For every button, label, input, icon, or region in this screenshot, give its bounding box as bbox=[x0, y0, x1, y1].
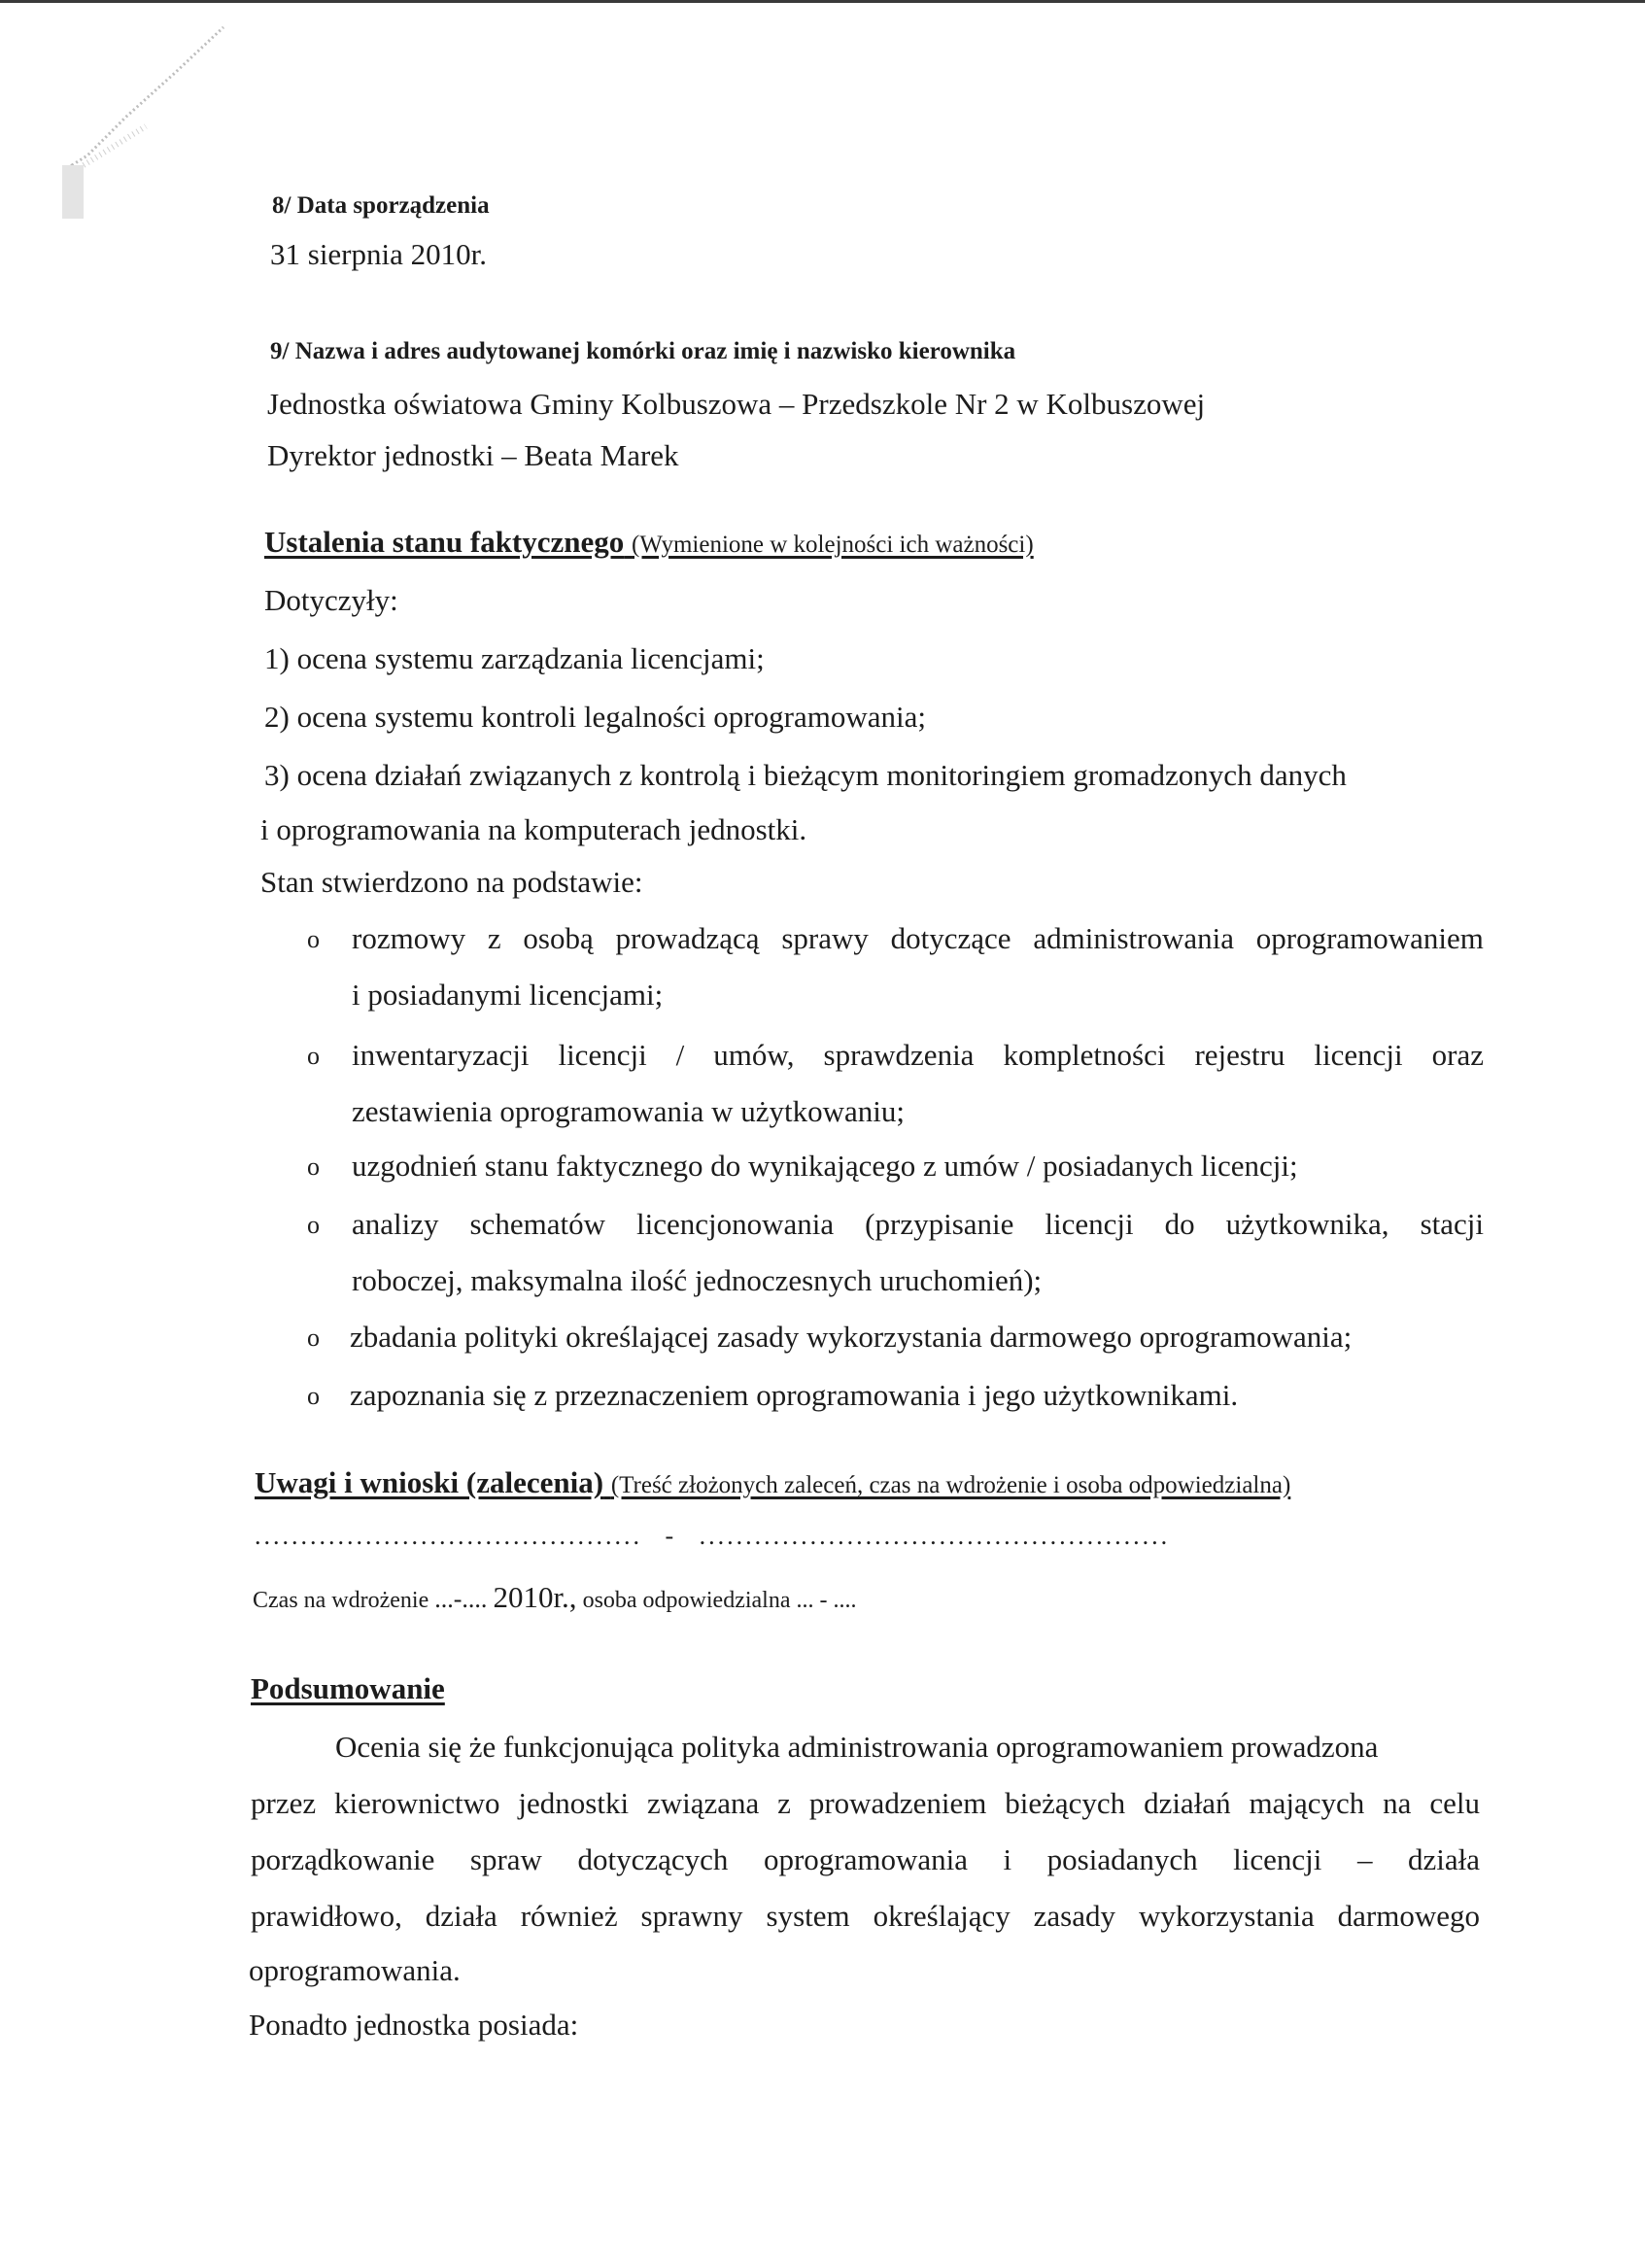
summary-line-3 bbox=[251, 1842, 1480, 1877]
bullet-marker-1: o bbox=[307, 925, 320, 953]
word: kierownictwo bbox=[334, 1786, 500, 1820]
word: analizy bbox=[352, 1207, 439, 1241]
summary-heading: Podsumowanie bbox=[251, 1671, 445, 1705]
recommendations-heading bbox=[255, 1465, 1290, 1500]
word: prawidłowo, bbox=[251, 1899, 402, 1933]
summary-line-5: oprogramowania. bbox=[249, 1953, 461, 1987]
responsible-person-value: ... - .... bbox=[796, 1588, 857, 1613]
section-8-label: 8/ Data sporządzenia bbox=[272, 192, 490, 219]
word: z bbox=[487, 921, 501, 955]
recommendations-heading-text: Uwagi i wnioski (zalecenia) bbox=[255, 1465, 604, 1499]
word: spraw bbox=[469, 1842, 542, 1876]
recommendation-placeholder-line bbox=[255, 1522, 1170, 1551]
section-9-label: 9/ Nazwa i adres audytowanej komórki oraz imię i nazwisko kierownika bbox=[270, 338, 1016, 364]
word: celu bbox=[1429, 1786, 1480, 1820]
word: również bbox=[520, 1899, 618, 1933]
word: – bbox=[1356, 1842, 1373, 1876]
word: z bbox=[777, 1786, 791, 1820]
word: sprawny bbox=[640, 1899, 743, 1933]
bullet-marker-3: o bbox=[307, 1152, 320, 1181]
word: związana bbox=[646, 1786, 760, 1820]
word: jednostki bbox=[518, 1786, 630, 1820]
summary-line-2-text bbox=[251, 1786, 1480, 1821]
implementation-line bbox=[253, 1580, 857, 1615]
word: sprawy bbox=[781, 921, 869, 955]
report-date: 31 sierpnia 2010r. bbox=[270, 237, 487, 271]
summary-line-4 bbox=[251, 1899, 1480, 1934]
word: licencjonowania bbox=[636, 1207, 835, 1241]
word: / bbox=[675, 1038, 685, 1072]
bullet-1-text bbox=[352, 921, 1484, 956]
bullet-2-text bbox=[352, 1038, 1484, 1073]
bullet-2-line-1 bbox=[352, 1038, 1484, 1073]
word: oprogramowaniem bbox=[1255, 921, 1484, 955]
bullet-6-line-1: zapoznania się z przeznaczeniem oprogramowania i jego użytkownikami. bbox=[350, 1378, 1239, 1412]
word: prowadzeniem bbox=[808, 1786, 987, 1820]
summary-line-2 bbox=[251, 1786, 1480, 1821]
findings-basis-intro: Stan stwierdzono na podstawie: bbox=[260, 865, 643, 899]
word: oprogramowania bbox=[763, 1842, 968, 1876]
summary-closing: Ponadto jednostka posiada: bbox=[249, 2008, 579, 2042]
word: przez bbox=[251, 1786, 317, 1820]
word: działań bbox=[1144, 1786, 1231, 1820]
word: mających bbox=[1249, 1786, 1365, 1820]
word: na bbox=[1383, 1786, 1412, 1820]
word: użytkownika, bbox=[1225, 1207, 1389, 1241]
bullet-2-line-2: zestawienia oprogramowania w użytkowaniu; bbox=[352, 1094, 906, 1128]
word: do bbox=[1164, 1207, 1195, 1241]
findings-intro: Dotyczyły: bbox=[264, 583, 398, 617]
bullet-4-line-1 bbox=[352, 1207, 1484, 1242]
word: kompletności bbox=[1003, 1038, 1166, 1072]
finding-item-2: 2) ocena systemu kontroli legalności oprogramowania; bbox=[264, 700, 926, 734]
recommendation-dots-left: .......................................... bbox=[255, 1522, 642, 1550]
word: porządkowanie bbox=[251, 1842, 435, 1876]
finding-item-1: 1) ocena systemu zarządzania licencjami; bbox=[264, 641, 765, 675]
recommendations-heading-note: (Treść złożonych zaleceń, czas na wdrożenie i osoba odpowiedzialna) bbox=[610, 1472, 1291, 1498]
recommendation-dash: - bbox=[665, 1522, 677, 1550]
word: stacji bbox=[1420, 1207, 1484, 1241]
word: sprawdzenia bbox=[823, 1038, 975, 1072]
word: umów, bbox=[713, 1038, 795, 1072]
bullet-4-text bbox=[352, 1207, 1484, 1242]
word: osobą bbox=[523, 921, 594, 955]
summary-line-3-text bbox=[251, 1842, 1480, 1877]
word: określający bbox=[873, 1899, 1011, 1933]
bullet-4-line-2: roboczej, maksymalna ilość jednoczesnych uruchomień); bbox=[352, 1263, 1043, 1297]
findings-heading bbox=[264, 525, 1034, 560]
bullet-1-line-1 bbox=[352, 921, 1484, 956]
bullet-1-line-2: i posiadanymi licencjami; bbox=[352, 978, 664, 1012]
word: licencji bbox=[1314, 1038, 1403, 1072]
word: i bbox=[1003, 1842, 1012, 1876]
word: licencji bbox=[1045, 1207, 1134, 1241]
implementation-time-value: ...-.... bbox=[434, 1585, 488, 1613]
word: inwentaryzacji bbox=[352, 1038, 530, 1072]
word: rejestru bbox=[1194, 1038, 1285, 1072]
summary-line-1: Ocenia się że funkcjonująca polityka administrowania oprogramowaniem prowadzona bbox=[335, 1730, 1379, 1764]
word: oraz bbox=[1431, 1038, 1484, 1072]
word: dotyczących bbox=[577, 1842, 729, 1876]
findings-heading-text: Ustalenia stanu faktycznego bbox=[264, 525, 625, 559]
unit-name: Jednostka oświatowa Gminy Kolbuszowa – Przedszkole Nr 2 w Kolbuszowej bbox=[267, 387, 1206, 421]
responsible-person-label: osoba odpowiedzialna bbox=[582, 1588, 791, 1613]
scan-top-edge bbox=[0, 0, 1645, 3]
word: działa bbox=[1407, 1842, 1480, 1876]
bullet-marker-2: o bbox=[307, 1042, 320, 1070]
word: prowadzącą bbox=[615, 921, 760, 955]
finding-item-3: 3) ocena działań związanych z kontrolą i bieżącym monitoringiem gromadzonych danych bbox=[264, 758, 1347, 792]
bullet-marker-5: o bbox=[307, 1323, 320, 1352]
word: bieżących bbox=[1005, 1786, 1126, 1820]
bullet-3-line-1: uzgodnień stanu faktycznego do wynikającego z umów / posiadanych licencji; bbox=[352, 1149, 1298, 1183]
recommendation-dots-right: ................................................... bbox=[699, 1522, 1171, 1550]
implementation-year: 2010r., bbox=[493, 1580, 577, 1614]
summary-line-4-text bbox=[251, 1899, 1480, 1934]
word: darmowego bbox=[1337, 1899, 1480, 1933]
bullet-marker-4: o bbox=[307, 1211, 320, 1239]
word: licencji bbox=[558, 1038, 647, 1072]
word: rozmowy bbox=[352, 921, 466, 955]
word: działa bbox=[425, 1899, 497, 1933]
word: (przypisanie bbox=[865, 1207, 1014, 1241]
scan-artifact-mark bbox=[58, 19, 233, 223]
word: schematów bbox=[469, 1207, 605, 1241]
word: licencji bbox=[1233, 1842, 1322, 1876]
word: system bbox=[766, 1899, 850, 1933]
implementation-time-label: Czas na wdrożenie bbox=[253, 1588, 429, 1613]
bullet-marker-6: o bbox=[307, 1382, 320, 1410]
word: administrowania bbox=[1033, 921, 1234, 955]
word: dotyczące bbox=[890, 921, 1011, 955]
word: posiadanych bbox=[1046, 1842, 1198, 1876]
bullet-5-line-1: zbadania polityki określającej zasady wykorzystania darmowego oprogramowania; bbox=[350, 1320, 1353, 1354]
findings-heading-note: (Wymienione w kolejności ich ważności) bbox=[632, 532, 1034, 558]
word: wykorzystania bbox=[1138, 1899, 1315, 1933]
finding-item-3-continued: i oprogramowania na komputerach jednostki. bbox=[260, 812, 807, 846]
word: zasady bbox=[1033, 1899, 1115, 1933]
unit-director: Dyrektor jednostki – Beata Marek bbox=[267, 438, 679, 472]
